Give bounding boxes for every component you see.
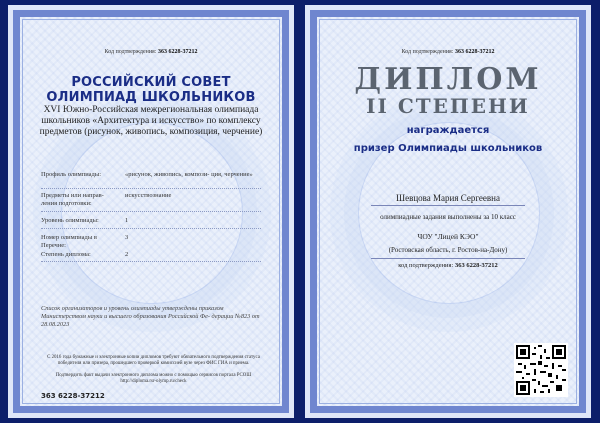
guilloche-pattern (61, 122, 243, 304)
degree-heading: II СТЕПЕНИ (366, 94, 530, 118)
divider (371, 205, 525, 206)
divider (41, 188, 261, 189)
subjects-value: искусствознание (125, 192, 172, 199)
qr-code-graphic (516, 345, 566, 395)
diploma-left-page (8, 5, 294, 418)
code-label: Код подтверждения: (104, 49, 157, 55)
olympiad-title: XVI Южно-Российская межрегиональная олимпиада школьников «Архитектура и искусство» по комплексу предметов (рисунок, живопись, композиция, черчение) (39, 105, 263, 137)
verification-code-line (8, 49, 294, 55)
org-line-2: ОЛИМПИАД ШКОЛЬНИКОВ (46, 90, 256, 105)
level-value: 1 (125, 217, 129, 224)
subjects-label: Предметы или направ- ления подготовки: (41, 192, 104, 207)
grade-text: олимпиадные задания выполнены за 10 класс (380, 213, 516, 221)
school-name: ЧОУ "Лицей КЭО" (417, 232, 479, 241)
code-label: Код подтверждения: (401, 49, 454, 55)
org-line-1: РОССИЙСКИЙ СОВЕТ (71, 75, 231, 90)
profile-value: «рисунок, живопись, компози- ция, черчение» (125, 171, 253, 178)
winner-title: призер Олимпиады школьников (353, 143, 543, 154)
vercode-label: код подтверждения: (398, 262, 454, 269)
bottom-code: 363 6228-37212 (41, 392, 105, 400)
organization-title (8, 75, 294, 105)
vercode-value: 363 6228-37212 (454, 262, 498, 269)
profile-label: Профиль олимпиады: (41, 171, 102, 178)
diploma-right-page (305, 5, 591, 418)
list-number-value: 3 (125, 234, 129, 241)
school-region: (Ростовская область, г. Ростов-на-Дону) (388, 246, 508, 254)
level-label: Уровень олимпиады: (41, 217, 99, 224)
verification-code-line (305, 49, 591, 55)
degree-value: 2 (125, 251, 129, 258)
list-number-label: Номер олимпиады в Перечне: (41, 234, 97, 249)
degree-label: Степень диплома: (41, 251, 91, 258)
fine-print-1: С 2016 года бумажные и электронные копии дипломов требуют обязательного подтверждения статуса победителя или призера, прошедшего проверкой комиссией вузе через ФИС ГИА и приема. (47, 355, 260, 367)
verification-code (305, 262, 591, 269)
recipient-name: Шевцова Мария Сергеевна (396, 193, 500, 203)
code-value: 363 6228-37212 (454, 49, 495, 55)
divider (41, 261, 261, 262)
code-value: 363 6228-37212 (157, 49, 198, 55)
diploma-heading: ДИПЛОМ (354, 62, 542, 97)
divider (371, 258, 525, 259)
fine-print-2: Подтвердить факт выдачи электронного диплома можно с помощью сервисов портала РСОШ http://diploma.rsr-olymp.ru/check (55, 373, 252, 385)
divider (41, 211, 261, 212)
qr-code (514, 343, 568, 397)
awarded-text: награждается (406, 125, 490, 136)
legal-note: Список организаторов и уровень олимпиады утверждены приказом Министерством науки и высшего образования Российской Фе- дерации №823 от 28.08.2023 (41, 305, 260, 328)
divider (41, 228, 261, 229)
